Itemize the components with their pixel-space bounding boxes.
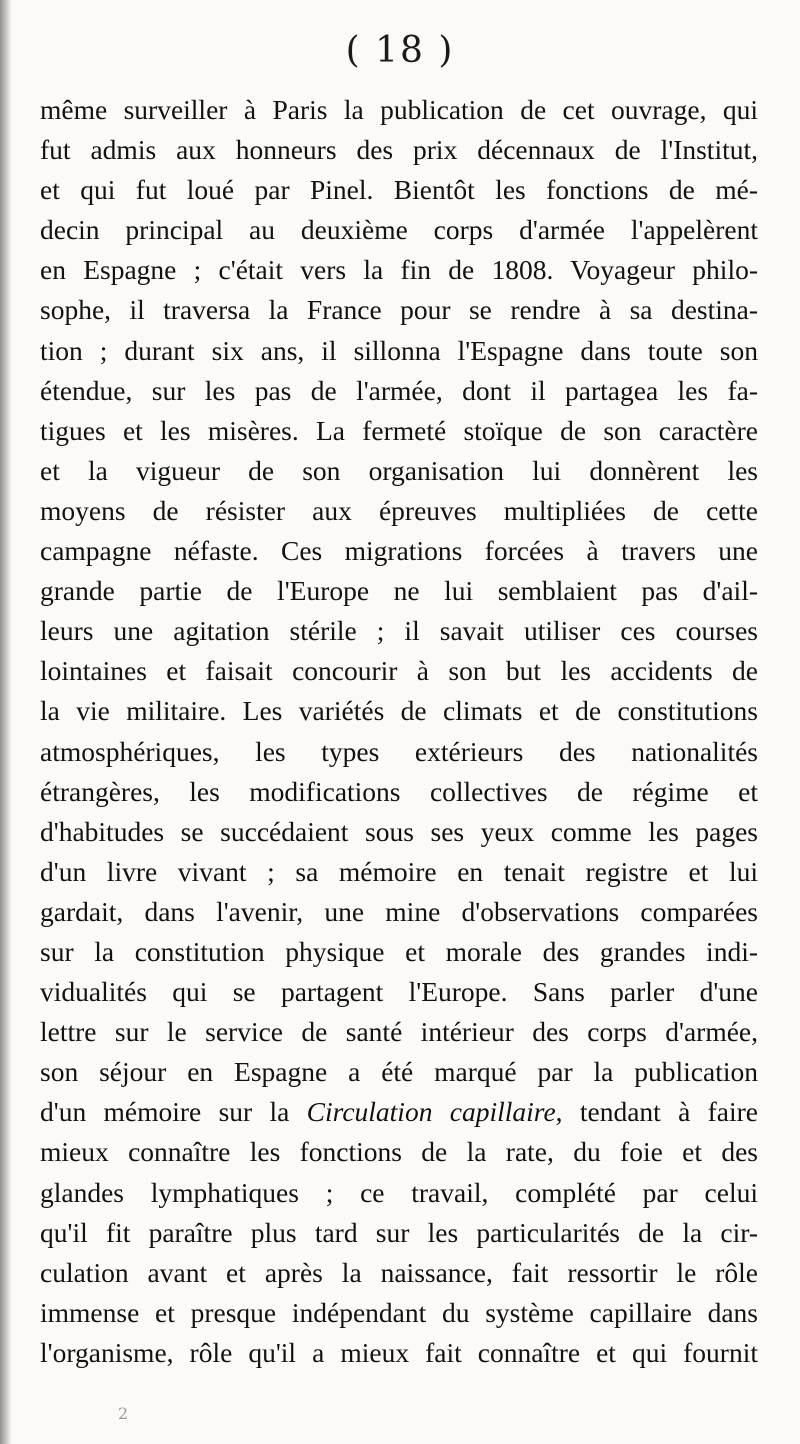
text-line: leurs une agitation stérile ; il savait utiliser ces courses (40, 615, 758, 647)
text-line: glandes lymphatiques ; ce travail, complété par celui (40, 1176, 758, 1208)
body-text (40, 90, 758, 1373)
text-line: tion ; durant six ans, il sillonna l'Espagne dans toute son (40, 334, 758, 366)
text-line: qu'il fit paraître plus tard sur les particularités de la cir- (40, 1216, 758, 1248)
text-line: l'organisme, rôle qu'il a mieux fait connaître et qui fournit (40, 1336, 758, 1368)
text-line: étendue, sur les pas de l'armée, dont il partagea les fa- (40, 374, 758, 406)
text-line: atmosphériques, les types extérieurs des nationalités (40, 735, 758, 767)
text-line: d'un livre vivant ; sa mémoire en tenait registre et lui (40, 855, 758, 887)
text-line-with-italic (40, 1092, 758, 1132)
text-line: moyens de résister aux épreuves multipliées de cette (40, 494, 758, 526)
text-line: sur la constitution physique et morale des grandes indi- (40, 935, 758, 967)
text-line: sophe, il traversa la France pour se rendre à sa destina- (40, 294, 758, 326)
text-line: mieux connaître les fonctions de la rate, du foie et des (40, 1136, 758, 1168)
footer-mark: 2 (118, 1404, 129, 1423)
page-edge-shadow (0, 0, 12, 1444)
text-line: fut admis aux honneurs des prix décennaux de l'Institut, (40, 134, 758, 166)
text-line: en Espagne ; c'était vers la fin de 1808. Voyageur philo- (40, 254, 758, 286)
text-line: campagne néfaste. Ces migrations forcées à travers une (40, 535, 758, 567)
text-line: la vie militaire. Les variétés de climats et de constitutions (40, 695, 758, 727)
text-line: étrangères, les modifications collectives de régime et (40, 775, 758, 807)
italic-title: Circulation capillaire (306, 1096, 556, 1128)
text-line: son séjour en Espagne a été marqué par la publication (40, 1056, 758, 1088)
page-number: ( 18 ) (345, 30, 455, 71)
text-line: immense et presque indépendant du système capillaire dans (40, 1296, 758, 1328)
text-segment: , tendant à faire (555, 1096, 758, 1128)
text-line: vidualités qui se partagent l'Europe. Sans parler d'une (40, 976, 758, 1008)
text-line: lettre sur le service de santé intérieur des corps d'armée, (40, 1016, 758, 1048)
text-line: d'habitudes se succédaient sous ses yeux comme les pages (40, 815, 758, 847)
text-line: lointaines et faisait concourir à son but les accidents de (40, 655, 758, 687)
text-line: tigues et les misères. La fermeté stoïque de son caractère (40, 414, 758, 446)
text-line: gardait, dans l'avenir, une mine d'observations comparées (40, 895, 758, 927)
text-line: decin principal au deuxième corps d'armée l'appelèrent (40, 214, 758, 246)
text-line: et qui fut loué par Pinel. Bientôt les fonctions de mé- (40, 174, 758, 206)
text-line: et la vigueur de son organisation lui donnèrent les (40, 454, 758, 486)
text-line: grande partie de l'Europe ne lui semblaient pas d'ail- (40, 575, 758, 607)
text-line: culation avant et après la naissance, fait ressortir le rôle (40, 1256, 758, 1288)
text-segment: d'un mémoire sur la (40, 1096, 307, 1128)
text-line: même surveiller à Paris la publication de cet ouvrage, qui (40, 94, 758, 125)
